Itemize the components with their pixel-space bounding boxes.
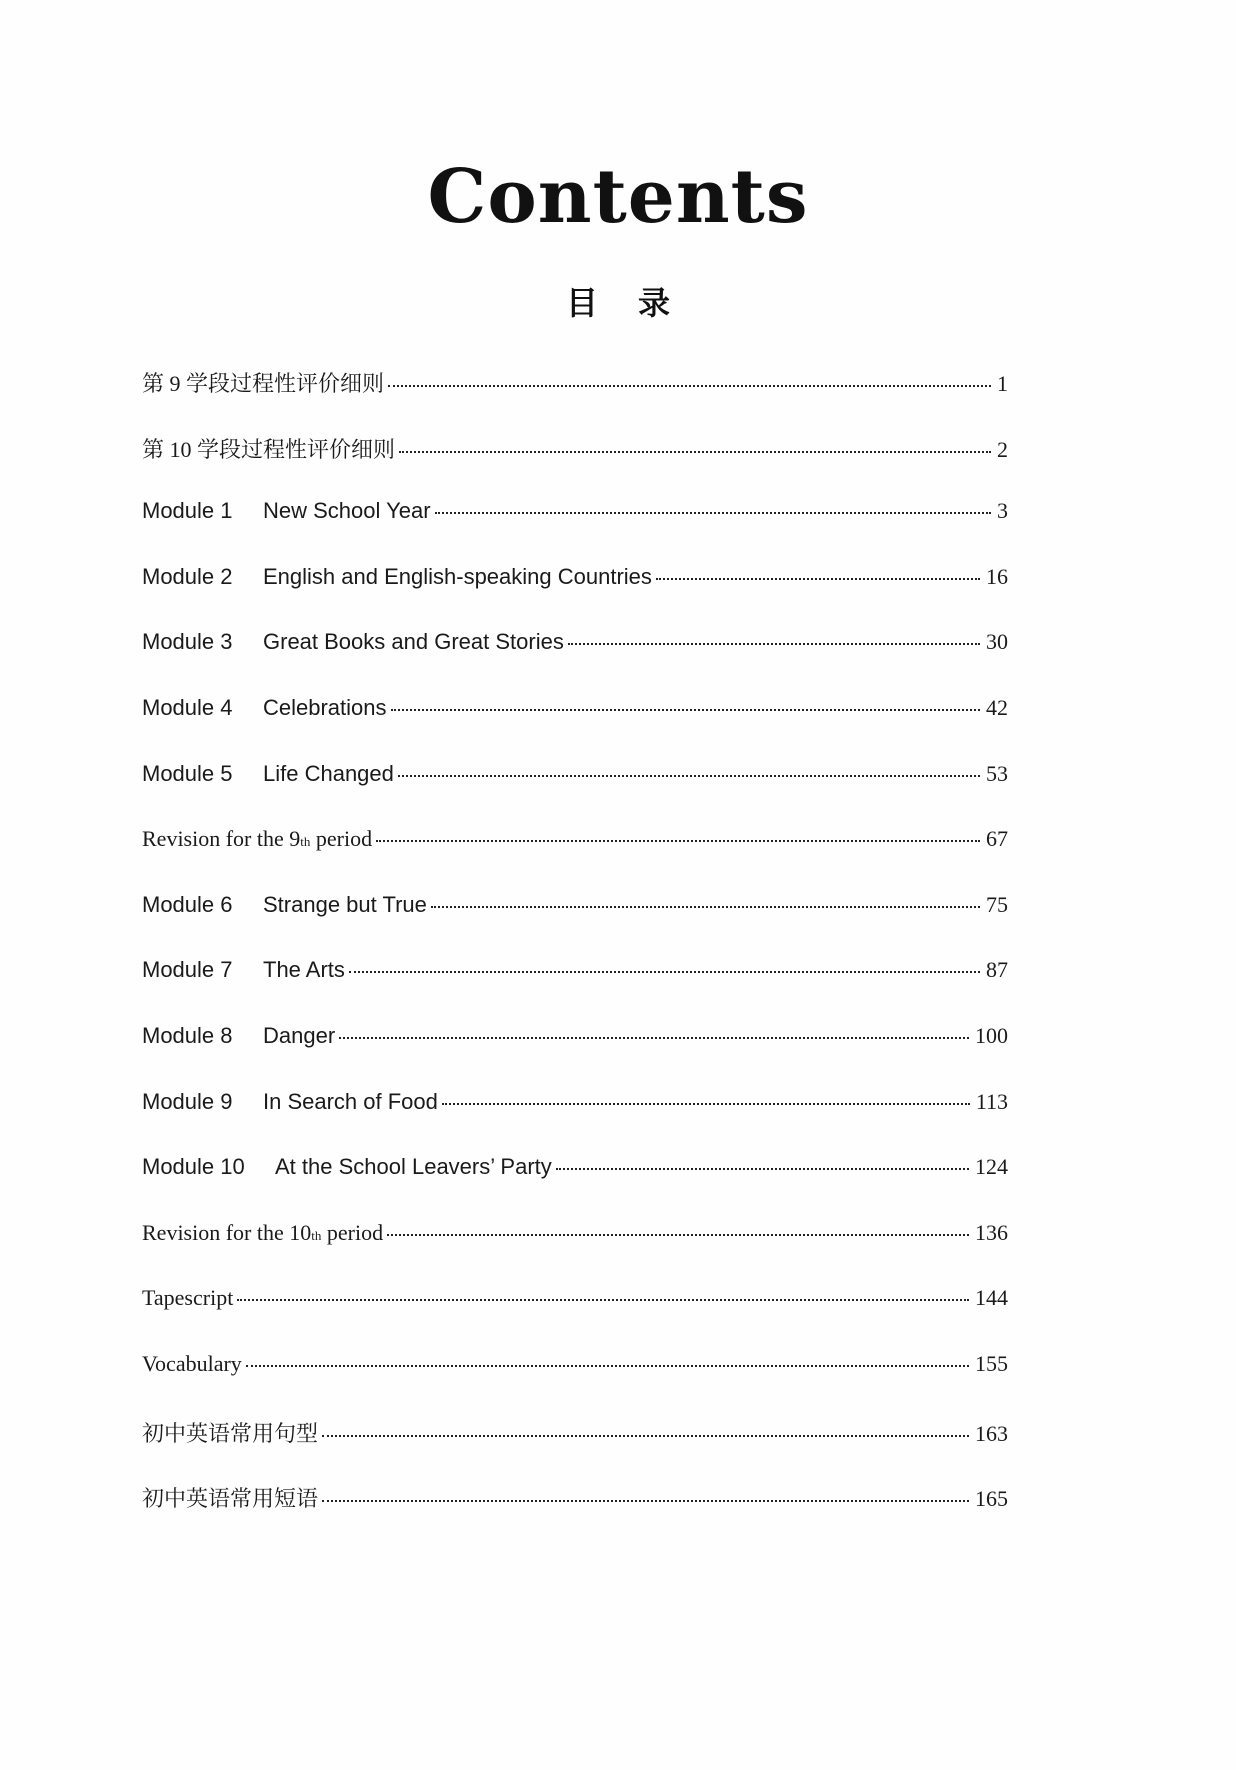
toc-entry-sentence-patterns[interactable]: [142, 1417, 1008, 1483]
revision-prefix: Revision for the 9: [142, 826, 301, 852]
toc-entry-module-5[interactable]: [142, 761, 1008, 827]
module-number: Module 7: [142, 957, 233, 983]
dot-leader: [246, 1365, 969, 1367]
module-number: Module 3: [142, 629, 233, 655]
toc-page-number: 1: [997, 371, 1008, 396]
module-number: Module 8: [142, 1022, 233, 1048]
module-title: Strange but True: [263, 891, 427, 917]
toc-entry-label: Revision for the 9 th period: [142, 826, 373, 852]
module-number: Module 10: [142, 1154, 245, 1180]
toc-entry-revision-10[interactable]: [142, 1220, 1008, 1286]
dot-leader: [387, 1234, 969, 1236]
toc-page-number: 100: [975, 1022, 1008, 1048]
module-title: The Arts: [263, 957, 345, 983]
toc-entry-module-1[interactable]: [142, 498, 1008, 564]
dot-leader: [435, 512, 991, 514]
dot-leader: [431, 906, 980, 908]
toc-entry-label: 第 9 学段过程性评价细则: [142, 371, 385, 396]
toc-entry-module-3[interactable]: [142, 629, 1008, 695]
dot-leader: [237, 1299, 969, 1301]
toc-entry-phrases[interactable]: [142, 1482, 1008, 1548]
toc-entry-label: [142, 957, 345, 983]
toc-entry-module-10[interactable]: [142, 1154, 1008, 1220]
page-title: Contents: [427, 154, 809, 240]
subtitle-char-2: 录: [638, 284, 671, 322]
toc-entry-label: [142, 695, 387, 721]
toc-entry-label: [142, 1023, 335, 1049]
toc-page-number: 75: [986, 891, 1008, 917]
toc-page-number: 3: [997, 498, 1008, 524]
toc-entry-label: [142, 564, 652, 590]
module-title: Life Changed: [263, 760, 394, 786]
dot-leader: [322, 1435, 969, 1437]
module-title: Danger: [263, 1022, 336, 1048]
dot-leader: [442, 1103, 970, 1105]
dot-leader: [376, 840, 980, 842]
dot-leader: [388, 385, 991, 387]
toc-page-number: 165: [975, 1486, 1008, 1512]
dot-leader: [556, 1168, 969, 1170]
toc-page-number: 53: [986, 760, 1008, 786]
dot-leader: [391, 709, 980, 711]
page-subtitle: [0, 284, 1236, 322]
toc-entry-stage-9-rules[interactable]: [142, 367, 1008, 433]
toc-entry-vocabulary[interactable]: [142, 1351, 1008, 1417]
revision-prefix: Revision for the 10: [142, 1219, 312, 1245]
toc-entry-label: 初中英语常用句型: [142, 1420, 319, 1446]
toc-entry-label: [142, 1154, 552, 1180]
subtitle-char-1: 目: [565, 284, 598, 322]
module-number: Module 4: [142, 694, 233, 720]
dot-leader: [568, 643, 980, 645]
toc-entry-module-9[interactable]: [142, 1089, 1008, 1155]
toc-entry-label: [142, 892, 427, 918]
module-title: At the School Leavers’ Party: [275, 1154, 552, 1180]
toc-page-number: 113: [975, 1088, 1008, 1114]
module-number: Module 2: [142, 563, 233, 589]
dot-leader: [398, 775, 980, 777]
toc-page-number: 136: [975, 1219, 1008, 1245]
toc-page-number: 87: [986, 957, 1008, 983]
toc-page-number: 42: [986, 694, 1008, 720]
toc-page-number: 144: [975, 1285, 1008, 1311]
toc-page-number: 124: [975, 1154, 1008, 1180]
module-number: Module 6: [142, 891, 233, 917]
dot-leader: [339, 1037, 969, 1039]
toc-entry-label: 第 10 学段过程性评价细则: [142, 436, 396, 462]
toc-entry-module-8[interactable]: [142, 1023, 1008, 1089]
toc-entry-label: Revision for the 10 th period: [142, 1219, 384, 1245]
module-number: Module 1: [142, 498, 233, 524]
module-title: Celebrations: [263, 694, 387, 720]
dot-leader: [656, 578, 980, 580]
toc-entry-module-2[interactable]: [142, 564, 1008, 630]
module-title: Great Books and Great Stories: [263, 629, 564, 655]
dot-leader: [349, 971, 980, 973]
toc-page-number: 30: [986, 629, 1008, 655]
toc-entry-label: [142, 498, 431, 524]
toc-page-number: 163: [975, 1420, 1008, 1446]
toc-entry-tapescript[interactable]: [142, 1285, 1008, 1351]
module-number: Module 5: [142, 760, 233, 786]
toc-entry-label: [142, 1089, 438, 1115]
dot-leader: [399, 451, 991, 453]
toc-entry-label: Vocabulary: [142, 1350, 242, 1376]
toc-page-number: 16: [986, 563, 1008, 589]
revision-suffix: period: [310, 826, 373, 852]
table-of-contents: [142, 367, 1008, 1548]
toc-entry-label: 初中英语常用短语: [142, 1486, 319, 1512]
toc-entry-module-7[interactable]: [142, 957, 1008, 1023]
revision-suffix: period: [321, 1219, 384, 1245]
dot-leader: [322, 1500, 969, 1502]
toc-entry-stage-10-rules[interactable]: [142, 433, 1008, 499]
toc-page-number: 155: [975, 1350, 1008, 1376]
module-title: New School Year: [263, 498, 431, 524]
toc-page-number: 2: [997, 436, 1008, 462]
module-title: In Search of Food: [263, 1088, 438, 1114]
toc-entry-label: Tapescript: [142, 1285, 234, 1311]
toc-entry-module-4[interactable]: [142, 695, 1008, 761]
toc-entry-revision-9[interactable]: [142, 826, 1008, 892]
module-number: Module 9: [142, 1088, 233, 1114]
toc-entry-module-6[interactable]: [142, 892, 1008, 958]
toc-entry-label: [142, 629, 564, 655]
toc-page-number: 67: [986, 826, 1008, 852]
module-title: English and English-speaking Countries: [263, 563, 652, 589]
toc-entry-label: [142, 761, 394, 787]
